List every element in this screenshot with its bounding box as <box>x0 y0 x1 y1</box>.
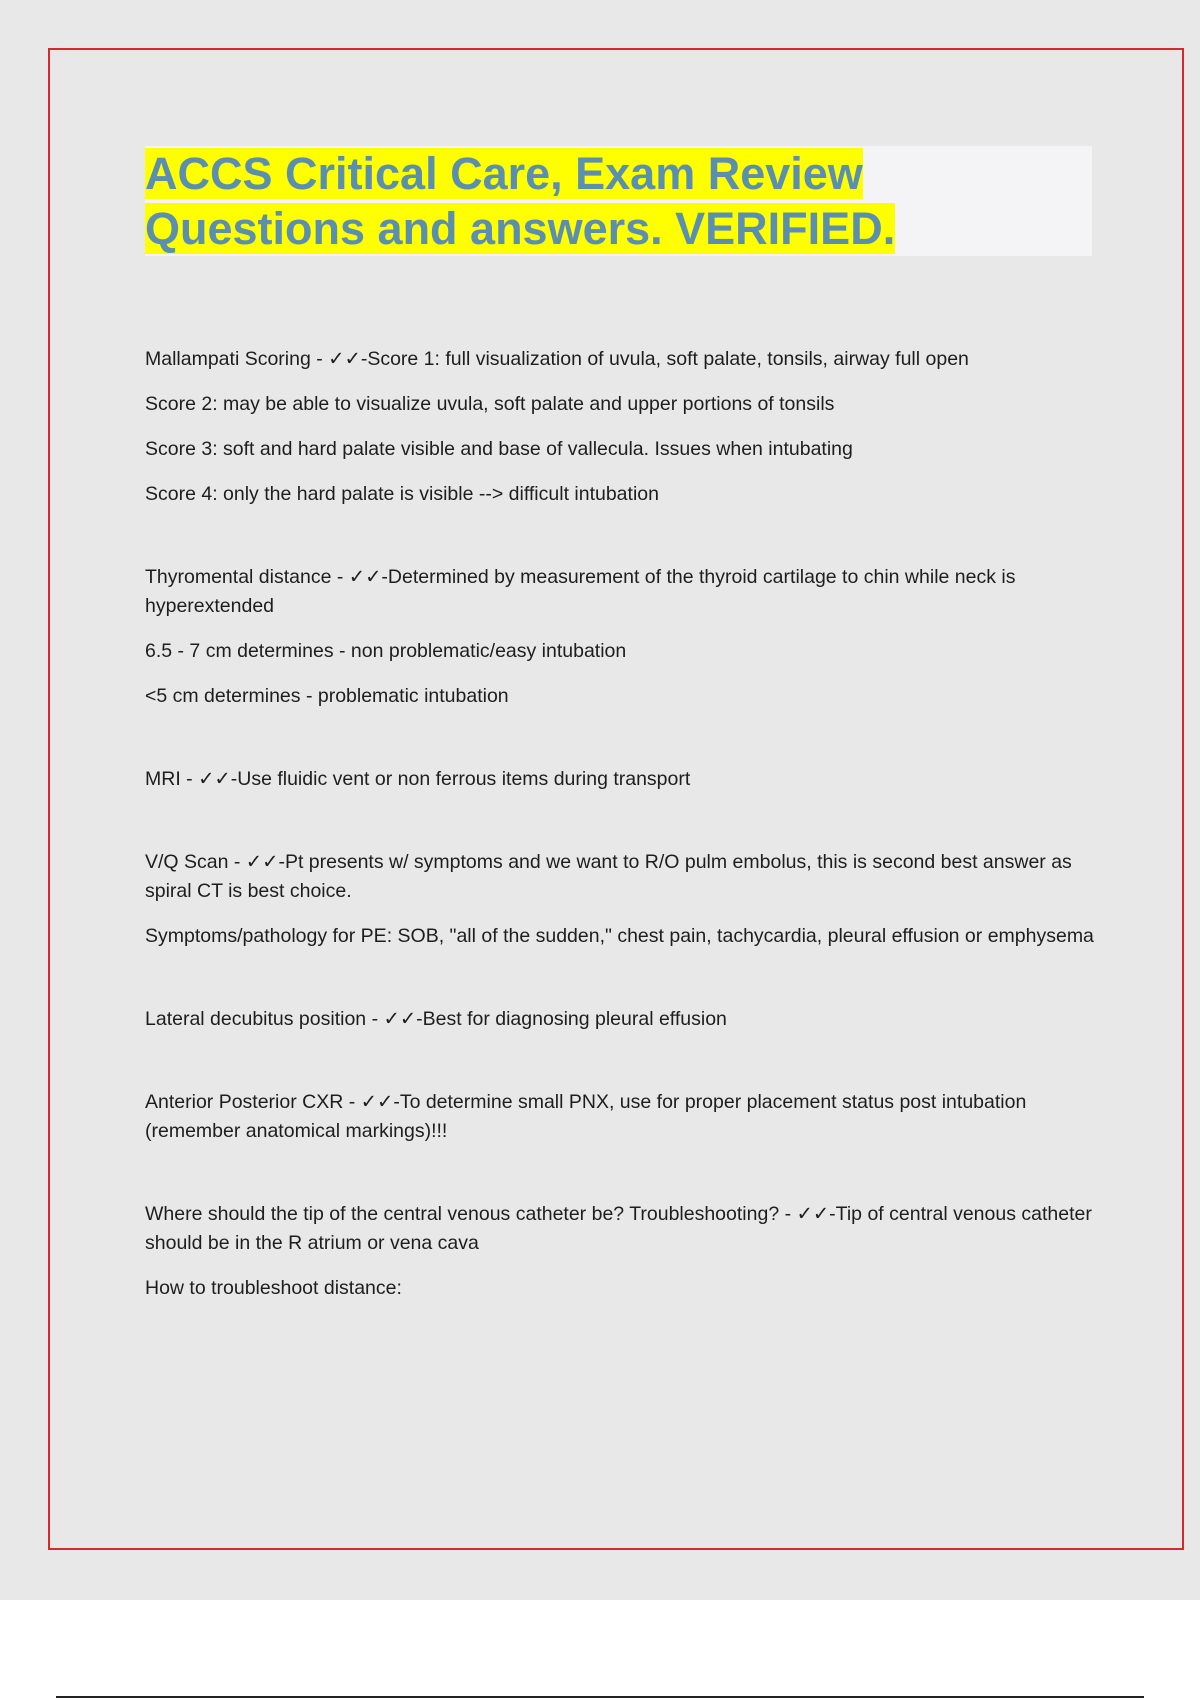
qa-paragraph: MRI - ✓✓-Use fluidic vent or non ferrous items during transport <box>145 768 691 790</box>
document-title <box>145 146 1092 256</box>
qa-paragraph: How to troubleshoot distance: <box>145 1277 402 1299</box>
qa-paragraph: Score 4: only the hard palate is visible --> difficult intubation <box>145 483 659 505</box>
bottom-divider <box>56 1696 1144 1698</box>
qa-item-mallampati <box>145 345 1095 509</box>
qa-item-central-venous-catheter <box>145 1200 1095 1303</box>
qa-paragraph: 6.5 - 7 cm determines - non problematic/easy intubation <box>145 640 627 662</box>
qa-item-ap-cxr <box>145 1088 1095 1146</box>
title-block <box>145 146 1092 256</box>
qa-item-vq-scan <box>145 848 1095 951</box>
qa-paragraph: Symptoms/pathology for PE: SOB, "all of the sudden," chest pain, tachycardia, pleural effusion or emphysema <box>145 925 1094 947</box>
qa-paragraph: Score 3: soft and hard palate visible and base of vallecula. Issues when intubating <box>145 438 853 460</box>
qa-paragraph: Score 2: may be able to visualize uvula, soft palate and upper portions of tonsils <box>145 393 835 415</box>
qa-paragraph: Lateral decubitus position - ✓✓-Best for diagnosing pleural effusion <box>145 1008 727 1030</box>
qa-paragraph: Anterior Posterior CXR - ✓✓-To determine small PNX, use for proper placement status post intubation (remember anatomical markings)!!! <box>145 1091 1027 1142</box>
qa-item-mri <box>145 765 1095 794</box>
title-line-1: ACCS Critical Care, Exam Review <box>145 148 863 199</box>
qa-paragraph: <5 cm determines - problematic intubation <box>145 685 509 707</box>
qa-paragraph: Mallampati Scoring - ✓✓-Score 1: full visualization of uvula, soft palate, tonsils, airway full open <box>145 348 969 370</box>
qa-paragraph: V/Q Scan - ✓✓-Pt presents w/ symptoms and we want to R/O pulm embolus, this is second best answer as spiral CT is best choice. <box>145 851 1072 902</box>
qa-paragraph: Thyromental distance - ✓✓-Determined by measurement of the thyroid cartilage to chin while neck is hyperextended <box>145 566 1016 617</box>
qa-item-lateral-decubitus <box>145 1005 1095 1034</box>
title-line-2: Questions and answers. VERIFIED. <box>145 203 896 254</box>
qa-content <box>145 345 1095 1357</box>
qa-item-thyromental <box>145 563 1095 711</box>
qa-paragraph: Where should the tip of the central venous catheter be? Troubleshooting? - ✓✓-Tip of central venous catheter should be in the R atrium or vena cava <box>145 1203 1092 1254</box>
